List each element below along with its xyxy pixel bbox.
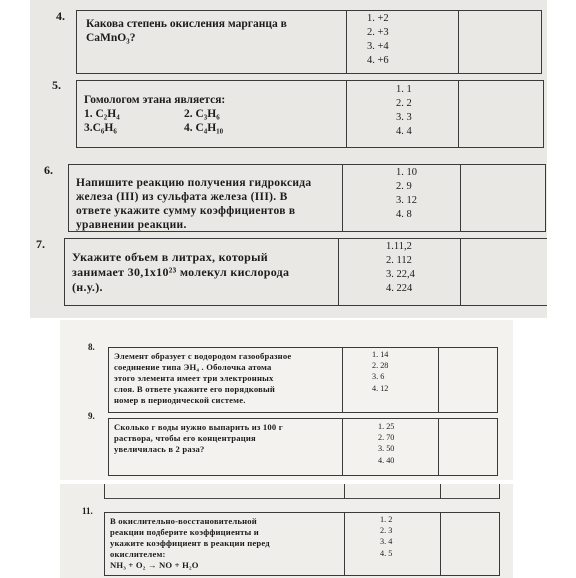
question-9-number: 9. (88, 411, 95, 421)
option: 4. 224 (386, 283, 413, 294)
question-8-text: Элемент образует с водородом газообразное соединение типа ЭН₄ . Оболочка атома этого элемента имеет три электронных слоя. В ответе укажите его порядковый номер в периодической системе. (114, 351, 292, 405)
photo-questions-8-9 (60, 320, 513, 480)
option: 1. 1 (396, 84, 412, 95)
question-4-options (367, 12, 389, 68)
option: 1. 10 (396, 167, 417, 178)
question-4-answer-divider (458, 10, 459, 74)
option: 4. 40 (378, 455, 395, 465)
option: 4. 4 (396, 126, 412, 137)
option: 1. 25 (378, 422, 395, 431)
option: 3. 4 (380, 537, 393, 547)
option: 3. +4 (367, 41, 389, 52)
question-7-number: 7. (36, 237, 45, 251)
previous-row-divider (344, 484, 345, 499)
question-5-text: Гомологом этана является: (84, 94, 226, 106)
option: 4. 5 (380, 548, 393, 558)
previous-row-answer-divider (440, 484, 441, 499)
question-9-divider (342, 418, 343, 476)
option: 4. 8 (396, 209, 412, 220)
question-6-options (396, 166, 417, 222)
option: 3. 3 (396, 112, 412, 123)
option: 2. 9 (396, 181, 412, 192)
question-6-answer-divider (460, 164, 461, 232)
previous-row-left-border (104, 484, 105, 499)
option: 2. 112 (386, 255, 412, 266)
option: 4. 12 (372, 383, 389, 393)
question-7-text: Укажите объем в литрах, который занимает 30,1x10²³ молекул кислорода (н.у.). (72, 250, 290, 294)
question-7-divider (338, 238, 339, 306)
question-5-choice-4: 4. C₄H₁₀ (184, 122, 224, 134)
option: 3. 12 (396, 195, 417, 206)
question-9-options (378, 421, 394, 466)
question-7-answer-divider (460, 238, 461, 306)
photo-questions-4-7 (30, 0, 547, 318)
question-5-number: 5. (52, 78, 61, 92)
option: 2. +3 (367, 27, 389, 38)
question-11-options (380, 514, 392, 559)
option: 2. 28 (372, 361, 389, 371)
option: 1. +2 (367, 13, 389, 24)
question-5-options (396, 83, 412, 139)
option: 2. 3 (380, 526, 393, 536)
question-11-answer-divider (440, 512, 441, 576)
option: 3. 6 (372, 372, 385, 382)
question-8-answer-divider (438, 347, 439, 413)
question-8-divider (342, 347, 343, 413)
question-5-box (76, 80, 544, 148)
question-9-answer-divider (438, 418, 439, 476)
question-6-number: 6. (44, 163, 53, 177)
option: 3. 22,4 (386, 269, 415, 280)
question-11-text: В окислительно-восстановительной реакции подберите коэффициенты и укажите коэффициент в реакции перед окислителем: NH₃ + O₂ → NO + H₂O (110, 516, 270, 570)
question-6-divider (342, 164, 343, 232)
question-6-text: Напишите реакцию получения гидроксида железа (III) из сульфата железа (III). В ответе укажите сумму коэффициентов в уравнении реакции. (76, 177, 312, 231)
question-5-answer-divider (458, 80, 459, 148)
question-11-divider (344, 512, 345, 576)
question-11-number: 11. (82, 506, 93, 516)
option: 4. +6 (367, 55, 389, 66)
photo-question-11 (60, 484, 513, 578)
question-8-options (372, 349, 388, 394)
question-5-choice-1: 1. C₂H₄ (84, 108, 120, 120)
option: 1.11,2 (386, 241, 412, 252)
option: 1. 14 (372, 350, 389, 359)
option: 2. 2 (396, 98, 412, 109)
question-4-divider (346, 10, 347, 74)
question-5-divider (346, 80, 347, 148)
option: 2. 70 (378, 433, 395, 443)
question-7-options (386, 240, 415, 296)
question-4-number: 4. (56, 9, 65, 23)
option: 1. 2 (380, 515, 393, 524)
question-5-choice-2: 2. C₃H₆ (184, 108, 220, 120)
question-4-text: Какова степень окисления марганца в CaMnO₃? (86, 18, 287, 44)
previous-row-right-border (499, 484, 500, 499)
question-9-text: Сколько г воды нужно выпарить из 100 г раствора, чтобы его концентрация увеличилась в 2 раза? (114, 422, 283, 454)
question-8-number: 8. (88, 342, 95, 352)
option: 3. 50 (378, 444, 395, 454)
question-5-choice-3: 3.C₆H₆ (84, 122, 117, 134)
